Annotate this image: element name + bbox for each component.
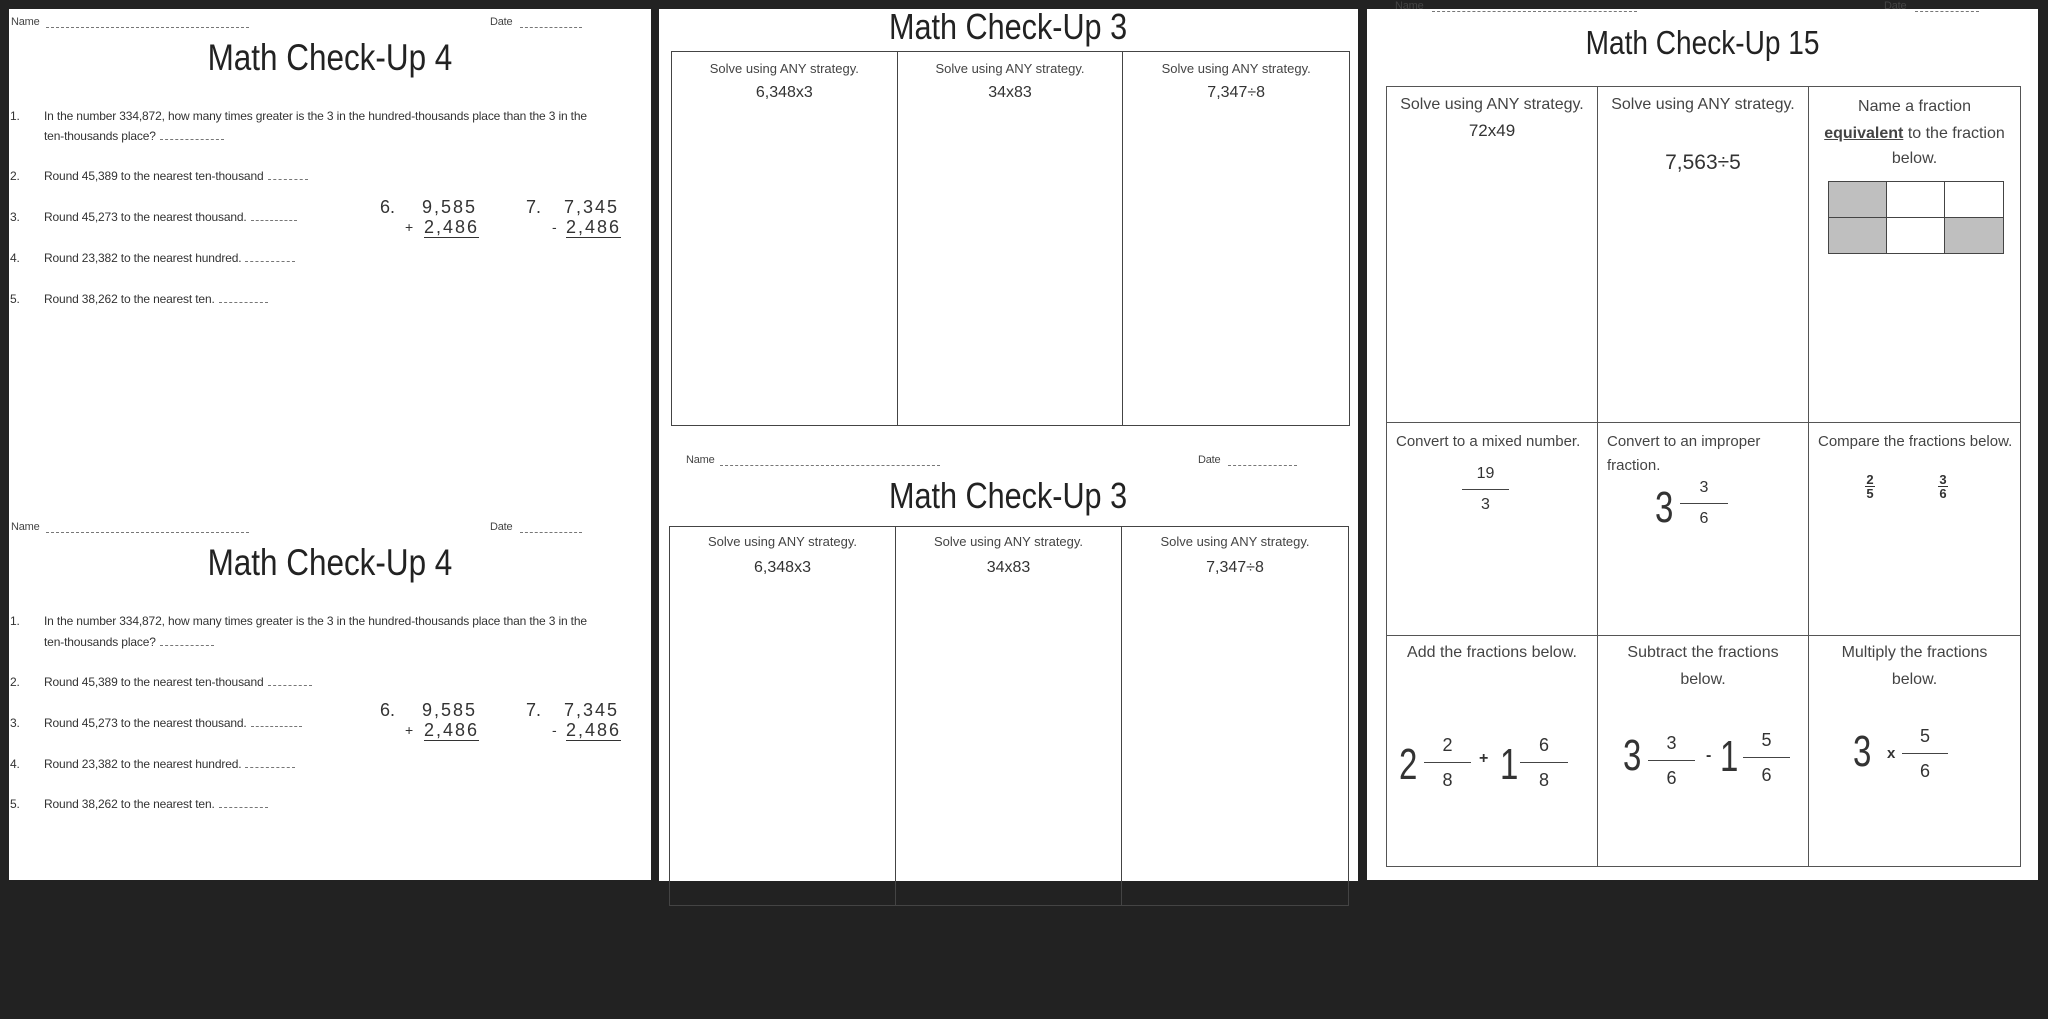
date-label: Date [1198,454,1221,466]
addend-fraction [1424,728,1471,797]
problem-cell-equivalent-fraction [1809,87,2020,423]
minuend-fraction [1648,726,1695,795]
cell-prompt: Convert to a mixed number. [1396,433,1581,450]
question-text: Round 45,389 to the nearest ten-thousand [44,169,264,183]
problem-bottom-operand [411,217,479,238]
denominator: 6 [1919,761,1930,781]
cell-prompt: Compare the fractions below. [1818,433,2013,450]
compare-fraction-2 [1935,473,1951,500]
whole-number: 1 [1500,740,1519,789]
area-model-part [1829,182,1887,218]
problem-table [669,526,1349,906]
cell-expression: 7,347÷8 [1206,559,1264,576]
problem-table [671,51,1350,426]
problem-cell-subtract [1598,636,1809,866]
denominator: 6 [1939,486,1947,501]
question-row [44,796,268,812]
question-text: Round 45,273 to the nearest thousand. [44,210,247,224]
cell-expression: 34x83 [988,84,1032,101]
question-number: 3. [10,716,20,730]
numerator: 19 [1476,465,1495,482]
question-text-line-2: ten-thousands place? [44,635,156,649]
denominator: 8 [1442,770,1453,790]
answer-blank [160,130,224,140]
denominator: 5 [1866,486,1874,501]
mixed-number-fraction [1680,473,1728,534]
answer-blank [268,170,308,180]
question-text: Round 23,382 to the nearest hundred. [44,757,242,771]
minus-operator: - [1706,747,1712,764]
question-text: Round 45,389 to the nearest ten-thousand [44,675,264,689]
name-label: Name [1395,0,1424,12]
factor-fraction [1902,719,1948,788]
question-row [44,756,295,772]
problem-cell [670,527,896,905]
question-row [44,291,268,307]
name-label: Name [11,521,40,533]
question-number: 4. [10,757,20,771]
cell-prompt: Add the fractions below. [1407,644,1577,661]
question-text-continued [44,128,224,144]
question-row [44,250,295,266]
cell-prompt: Solve using ANY strategy. [707,534,858,549]
numerator: 2 [1866,472,1874,487]
numerator: 2 [1442,735,1453,755]
area-model-part [1887,182,1945,218]
plus-operator: + [405,722,414,738]
denominator: 8 [1538,770,1549,790]
name-blank-line [1432,11,1637,12]
cell-expression: 34x83 [986,559,1031,576]
cell-prompt-line-2: fraction. [1607,457,1661,474]
question-text-line-2: ten-thousands place? [44,129,156,143]
cell-prompt-line-2 [1809,123,2020,145]
cell-prompt: Solve using ANY strategy. [933,534,1084,549]
cell-prompt-line-1: Subtract the fractions [1627,644,1779,661]
cell-prompt-rest: to the fraction [1907,125,2005,142]
numerator: 3 [1939,472,1947,487]
plus-operator: + [405,219,414,235]
cell-prompt-line-2: below. [1891,671,1938,688]
numerator: 6 [1538,735,1549,755]
problem-cell-improper-fraction [1598,423,1809,636]
plus-operator: + [1479,750,1489,767]
problem-bottom-operand [411,720,479,741]
answer-blank [251,717,302,727]
problem-cell-mixed-number [1387,423,1598,636]
underlined-operand: 2,486 [423,720,479,740]
problem-cell-divide [1598,87,1809,423]
problem-top-operand: 9,585 [421,700,477,720]
minus-operator: - [552,219,557,235]
date-label: Date [490,521,513,533]
denominator: 6 [1761,765,1772,785]
page-title: Math Check-Up 15 [1585,24,1820,61]
title-row [659,7,1358,47]
problem-number: 7. [526,197,542,217]
worksheet-panel-check-up-4 [9,9,651,880]
answer-blank [268,676,312,686]
problem-cell-multiply [1387,87,1598,423]
page-title: Math Check-Up 3 [889,6,1128,47]
title-row [9,543,651,583]
cell-prompt-line-1: Name a fraction [1858,98,1971,115]
compare-fraction-1 [1862,473,1878,500]
numerator: 3 [1699,479,1709,496]
question-text: Round 38,262 to the nearest ten. [44,292,215,306]
minus-operator: - [552,722,557,738]
cell-prompt-line-2: below. [1680,671,1726,688]
times-operator: x [1887,745,1896,762]
question-row [44,209,297,225]
numerator: 5 [1761,730,1772,750]
problem-bottom-operand [553,720,621,741]
question-text: In the number 334,872, how many times greater is the 3 in the hundred-thousands place than the 3 in the [44,109,587,123]
name-label: Name [11,16,40,28]
cell-prompt: Solve using ANY strategy. [1611,96,1795,113]
cell-prompt: Solve using ANY strategy. [1400,96,1584,113]
denominator: 6 [1699,510,1709,527]
problem-cell-add [1387,636,1598,866]
problem-top-operand: 7,345 [563,700,619,720]
problem-cell [896,527,1122,905]
problem-number: 6. [380,700,396,720]
answer-blank [251,211,297,221]
name-blank-line [46,532,249,533]
cell-expression: 7,347÷8 [1207,84,1266,101]
question-number: 5. [10,292,20,306]
cell-expression: 72x49 [1468,121,1516,140]
area-model-part [1945,218,2003,254]
cell-prompt: Solve using ANY strategy. [1160,534,1310,549]
date-label: Date [490,16,513,28]
question-text: Round 38,262 to the nearest ten. [44,797,215,811]
question-row [44,168,308,184]
problem-cell [898,52,1124,425]
problem-number: 6. [380,197,396,217]
cell-expression: 6,348x3 [754,559,811,576]
worksheet-panel-check-up-3 [659,6,1358,881]
page-title: Math Check-Up 4 [207,37,453,78]
area-model-part [1887,218,1945,254]
answer-blank [160,636,214,646]
worksheet-copy-1 [9,9,651,514]
question-text: Round 45,273 to the nearest thousand. [44,716,247,730]
underlined-operand: 2,486 [423,217,479,237]
title-row [1367,23,2038,63]
cell-expression: 6,348x3 [755,84,813,101]
area-model-part [1829,218,1887,254]
whole-number: 2 [1399,740,1418,789]
problem-cell-compare [1809,423,2020,636]
addend-fraction [1520,728,1568,797]
date-label: Date [1884,0,1907,12]
whole-number: 3 [1853,727,1872,776]
underlined-operand: 2,486 [565,217,621,237]
cell-prompt: Solve using ANY strategy. [709,61,859,76]
date-blank-line [1228,465,1297,466]
whole-number: 3 [1655,483,1674,532]
question-number: 1. [10,109,20,123]
page-title: Math Check-Up 4 [207,542,453,583]
answer-blank [245,252,295,262]
denominator: 3 [1481,496,1490,513]
problem-grid [1386,86,2021,867]
question-row [44,674,312,690]
cell-prompt: Solve using ANY strategy. [935,61,1085,76]
cell-prompt-line-3: below. [1891,150,1938,167]
question-text-continued [44,634,214,650]
cell-expression: 7,563÷5 [1665,151,1741,174]
problem-number: 7. [526,700,542,720]
denominator: 6 [1666,768,1677,788]
problem-cell [1123,52,1349,425]
question-number: 4. [10,251,20,265]
question-text: In the number 334,872, how many times greater is the 3 in the hundred-thousands place than the 3 in the [44,614,587,628]
problem-cell [1122,527,1348,905]
underlined-operand: 2,486 [565,720,621,740]
name-blank-line [720,465,940,466]
fraction-area-model [1828,181,2004,254]
title-row [9,38,651,78]
name-blank-line [46,27,249,28]
name-label: Name [686,454,715,466]
page-title: Math Check-Up 3 [889,475,1128,516]
whole-number: 3 [1623,731,1642,780]
area-model-part [1945,182,2003,218]
question-number: 1. [10,614,20,628]
subtrahend-fraction [1743,723,1790,792]
cell-prompt-line-1: Convert to an improper [1607,433,1761,450]
cell-prompt: Solve using ANY strategy. [1161,61,1311,76]
date-blank-line [1915,11,1979,12]
cell-prompt-line-1: Multiply the fractions [1841,644,1988,661]
whole-number: 1 [1720,732,1739,781]
date-blank-line [520,27,582,28]
question-row [44,715,302,731]
answer-blank [219,798,268,808]
answer-blank [245,758,295,768]
problem-top-operand: 7,345 [563,197,619,217]
question-number: 2. [10,675,20,689]
problem-cell-multiply-fraction [1809,636,2020,866]
problem-bottom-operand [553,217,621,238]
problem-top-operand: 9,585 [421,197,477,217]
improper-fraction [1462,459,1509,520]
emphasized-word: equivalent [1824,125,1904,142]
question-text: Round 23,382 to the nearest hundred. [44,251,242,265]
question-number: 2. [10,169,20,183]
question-number: 3. [10,210,20,224]
title-row [659,476,1358,516]
answer-blank [219,293,268,303]
numerator: 5 [1919,726,1930,746]
problem-cell [672,52,898,425]
worksheet-panel-check-up-15 [1367,0,2038,880]
date-blank-line [520,532,582,533]
worksheet-copy-2 [9,514,651,1019]
question-number: 5. [10,797,20,811]
numerator: 3 [1666,733,1677,753]
